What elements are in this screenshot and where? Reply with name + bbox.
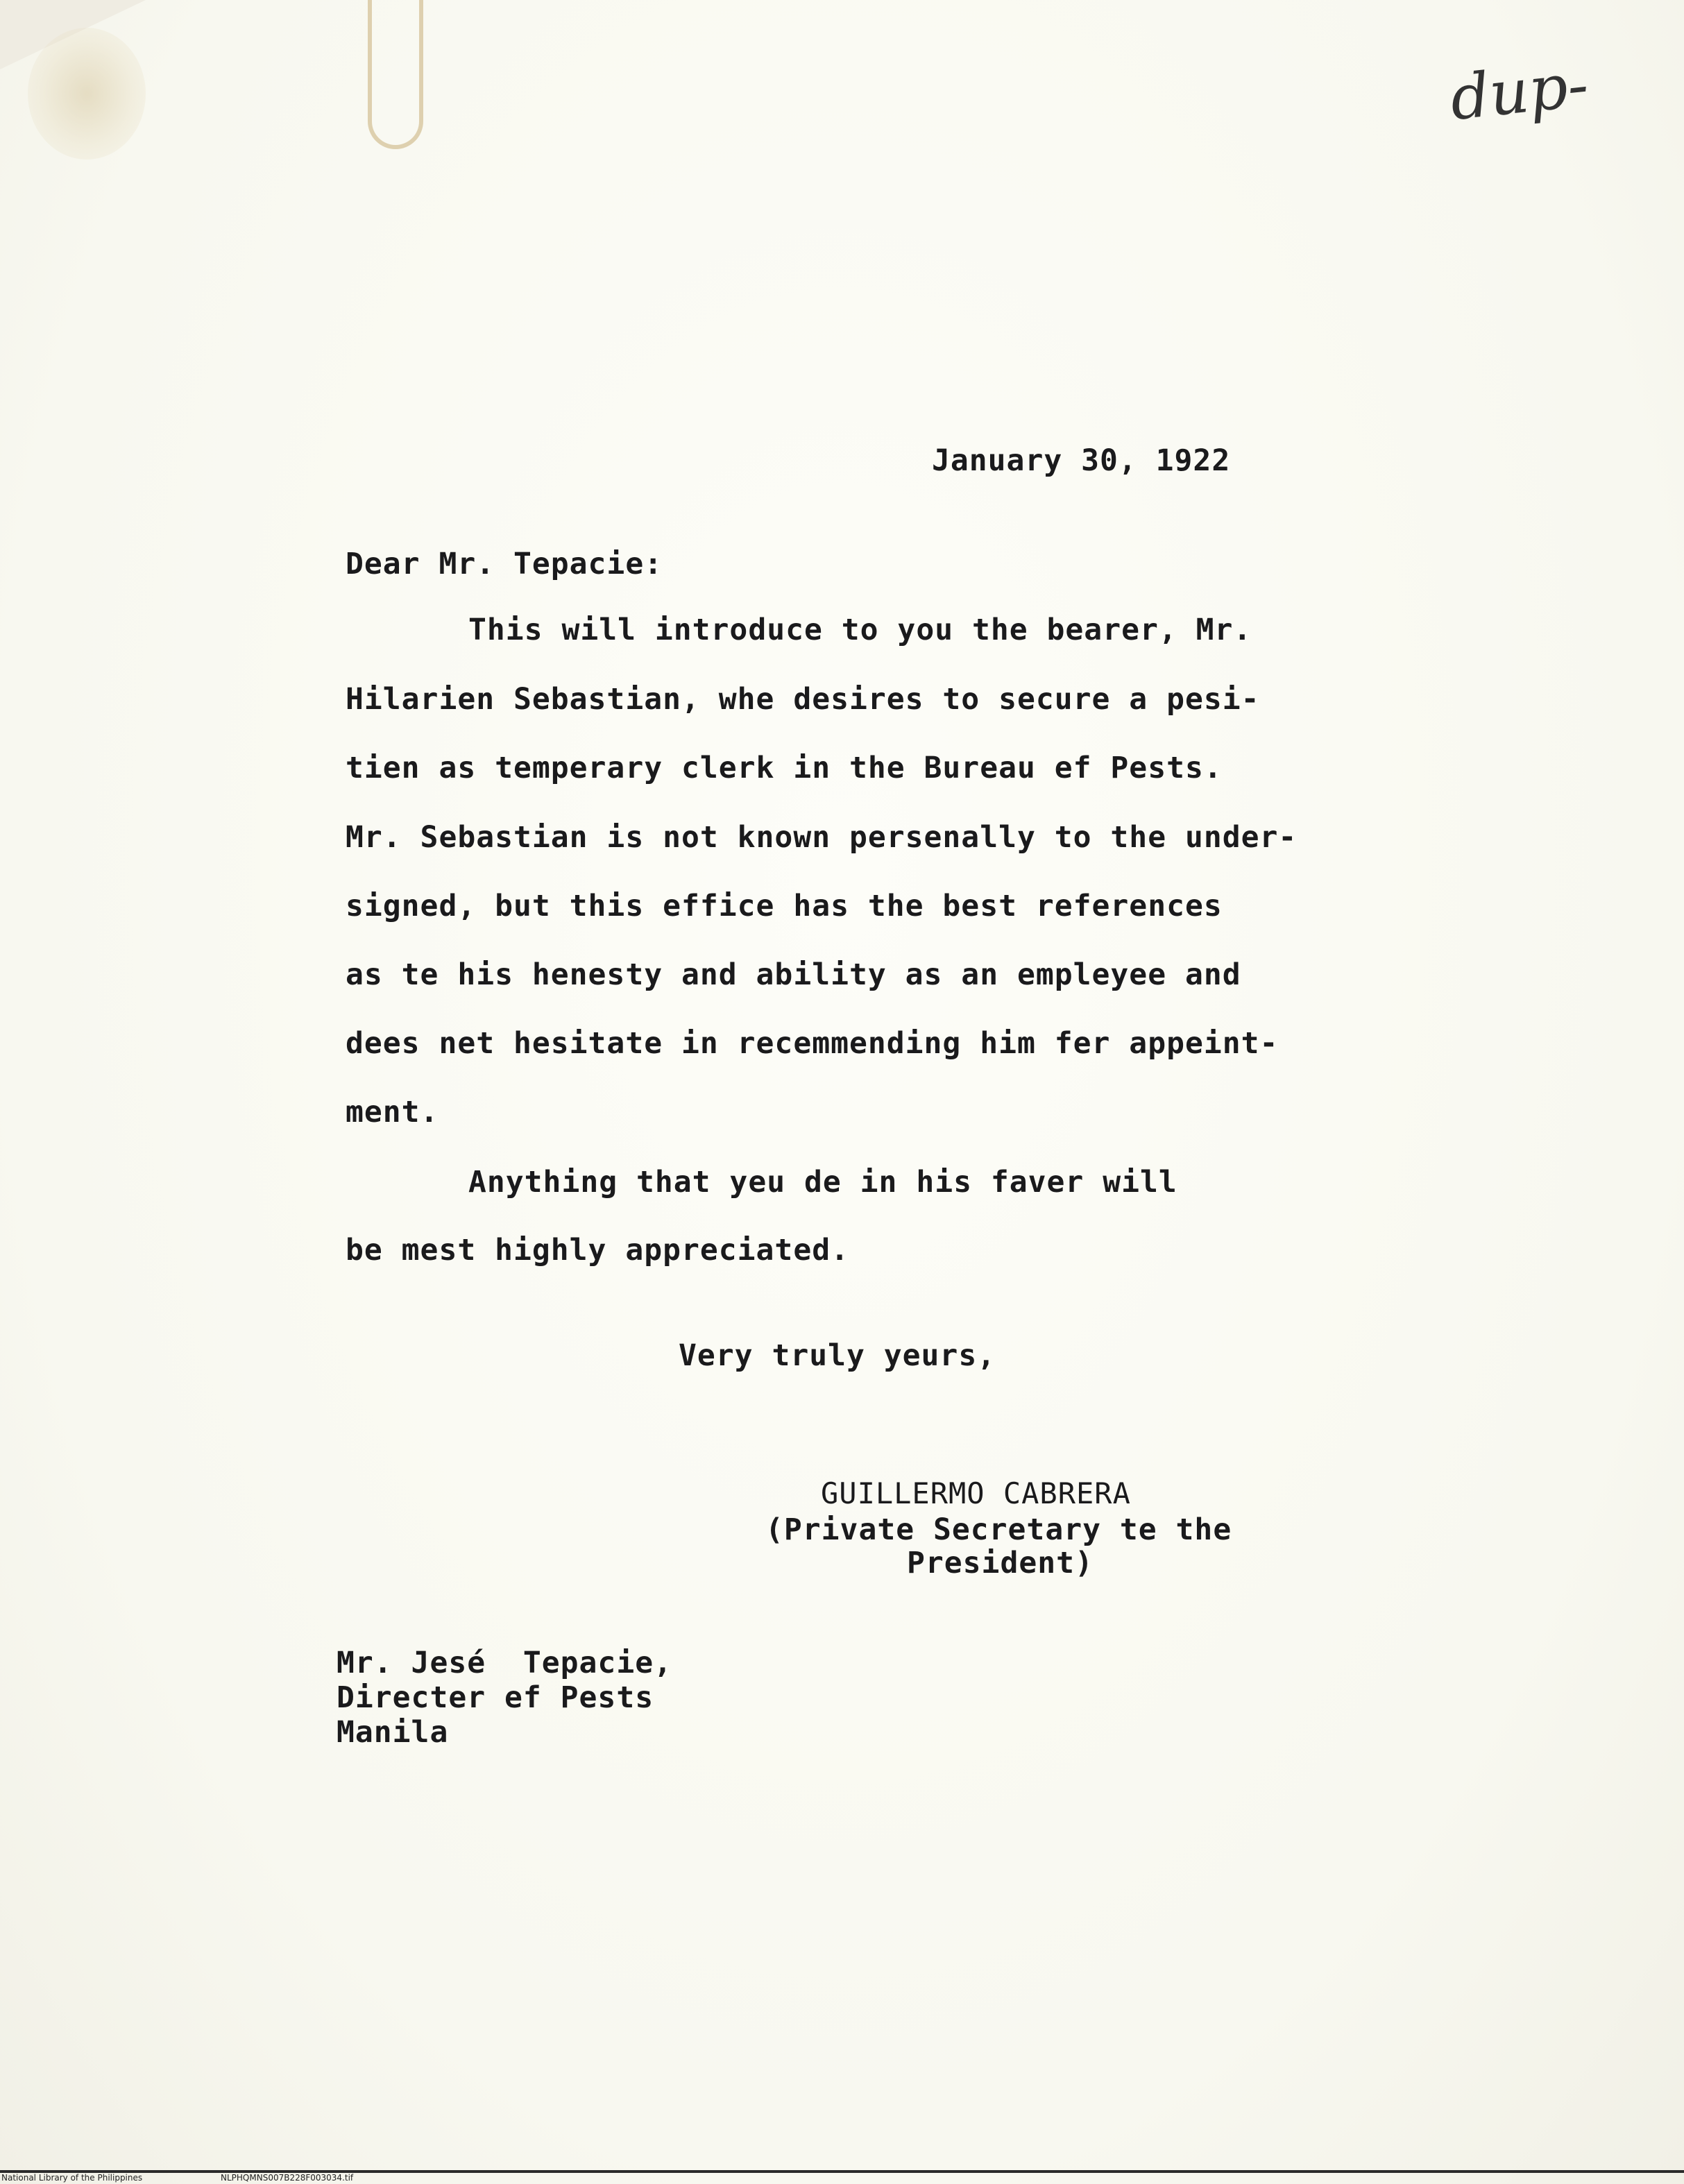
paperclip-mark <box>368 0 423 149</box>
body-line-10: be mest highly appreciated. <box>346 1233 849 1268</box>
recipient-line-3: Manila <box>337 1715 449 1750</box>
signature-name: GUILLERMO CABRERA <box>821 1476 1131 1510</box>
body-line-2: Hilarien Sebastian, whe desires to secure a pesi- <box>346 682 1260 717</box>
body-line-6: as te his henesty and ability as an empleyee and <box>346 957 1241 992</box>
signature-title-line-1: (Private Secretary te the <box>765 1512 1232 1547</box>
handwritten-annotation: dup- <box>1447 48 1592 135</box>
body-line-9: Anything that yeu de in his faver will <box>468 1165 1177 1200</box>
salutation: Dear Mr. Tepacie: <box>346 547 663 581</box>
footer-filename: NLPHQMNS007B228F003034.tif <box>221 2173 354 2183</box>
closing: Very truly yeurs, <box>679 1338 996 1373</box>
letter-date: January 30, 1922 <box>932 443 1231 478</box>
body-line-1: This will introduce to you the bearer, Mr. <box>468 613 1252 647</box>
body-line-5: signed, but this effice has the best references <box>346 889 1223 923</box>
signature-title-line-2: President) <box>907 1546 1094 1580</box>
body-line-7: dees net hesitate in recemmending him fer appeint- <box>346 1026 1279 1061</box>
paper-stain <box>28 28 146 160</box>
body-line-8: ment. <box>346 1095 439 1129</box>
recipient-line-2: Directer ef Pests <box>337 1680 654 1715</box>
body-line-3: tien as temperary clerk in the Bureau ef Pests. <box>346 751 1223 785</box>
footer-library: National Library of the Philippines <box>1 2173 143 2183</box>
recipient-line-1: Mr. Jesé Tepacie, <box>337 1646 672 1680</box>
body-line-4: Mr. Sebastian is not known persenally to the under- <box>346 820 1298 855</box>
